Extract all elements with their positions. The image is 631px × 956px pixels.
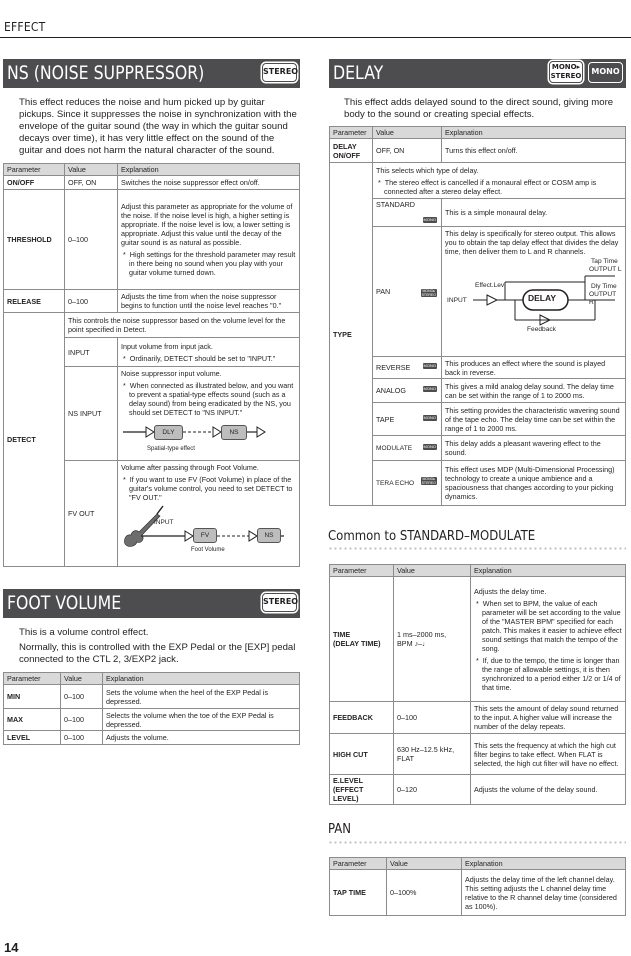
note: * High settings for the threshold parameter may result in there being no sound when you play with your guitar volume turned down. <box>123 250 296 277</box>
table-row <box>4 313 300 338</box>
note-text: When set to BPM, the value of each parameter will be set according to the value of the "MASTER BPM" specified for each patch. This makes it easier to achieve effect sound settings that match the tempo of the song. <box>482 598 622 653</box>
header-rule <box>0 37 631 38</box>
ns-box: NS <box>257 528 281 543</box>
delay-title-bar <box>329 59 626 88</box>
mono-tag: MONO <box>423 217 436 222</box>
table-row <box>330 775 626 805</box>
explanation-text: Adjust this parameter as appropriate for the volume of the noise. If the noise level is high, a higher setting is appropriate. If the noise level is low, a lower setting is appropriate. Adjust this value until the decay of the guitar sound is as natural as possible. <box>121 202 293 247</box>
common-table <box>329 564 626 805</box>
fv-table <box>3 672 300 745</box>
value-text: TAPE <box>376 414 395 424</box>
param-value: 0–100 <box>61 685 103 709</box>
param-explanation: This controls the noise suppressor based on the volume level for the point specified in Detect. <box>65 313 300 338</box>
ns-intro: This effect reduces the noise and hum picked up by guitar pickups. Since it suppresses the noise in synchronization with the envelope of the guitar sound (the way in which the guitar sound decays over time), it has very little effect on the sound of the guitar and does not harm the natural character of the sound. <box>19 97 297 157</box>
tag-line: MONO▸ <box>422 289 436 293</box>
param-explanation: This gives a mild analog delay sound. The delay time can be set within the range of 1 to 2000 ms. <box>442 379 626 403</box>
param-explanation: Selects the volume when the toe of the EXP Pedal is depressed. <box>103 709 300 731</box>
ns-title-bar <box>3 59 300 88</box>
section-header: EFFECT <box>4 20 46 34</box>
param-value: 0–100 <box>61 731 103 745</box>
column-header: Explanation <box>118 164 300 176</box>
note-text: The stereo effect is cancelled if a monaural effect or COSM amp is connected after a stereo delay effect. <box>384 177 597 196</box>
param-value: NS INPUT <box>65 367 118 461</box>
diagram-delay: DELAY <box>528 293 557 303</box>
param-value: 0–100% <box>387 870 462 916</box>
param-explanation: This is a simple monaural delay. <box>442 199 626 227</box>
table-row <box>4 290 300 313</box>
param-value: OFF, ON <box>65 176 118 190</box>
diagram-input: INPUT <box>447 297 467 304</box>
fv-intro-1: This is a volume control effect. <box>19 627 149 638</box>
table-row <box>4 709 300 731</box>
stereo-badge: STEREO <box>262 63 297 82</box>
stereo-badge: STEREO <box>262 593 297 612</box>
value-line: 1 ms–2000 ms, <box>397 630 447 639</box>
note: * When connected as illustrated below, and you want to prevent a spatial-type effects sound (such as a delay sound) from being eradicated by the NS, you should set DETECT to "NS INPUT." <box>123 381 294 417</box>
fv-title-bar <box>3 589 300 618</box>
param-explanation: This setting provides the characteristic wavering sound of the tape echo. The delay time can be set within the range of 1 to 2000 ms. <box>442 403 626 436</box>
mono-stereo-tag <box>421 477 437 485</box>
dotted-rule <box>328 841 626 844</box>
table-header-row <box>4 164 300 176</box>
param-name <box>330 577 394 702</box>
value-text: TERA ECHO <box>376 479 415 487</box>
param-value <box>373 461 442 506</box>
explanation-text: Volume after passing through Foot Volume. <box>121 463 259 472</box>
param-explanation: Sets the volume when the heel of the EXP Pedal is depressed. <box>103 685 300 709</box>
table-row <box>4 176 300 190</box>
note: * If you want to use FV (Foot Volume) in place of the guitar's volume control, you need to set DETECT to "FV OUT." <box>123 475 293 502</box>
diagram-output-r: OUTPUT R <box>589 291 616 306</box>
explanation-text: This delay is specifically for stereo output. This allows you to obtain the tap delay effect that divides the delay time, then deliver them to L and R channels. <box>445 229 619 256</box>
value-text: REVERSE <box>376 363 411 372</box>
param-name: DELAY ON/OFF <box>330 139 373 163</box>
param-explanation: Turns this effect on/off. <box>442 139 626 163</box>
column-header: Explanation <box>462 858 626 870</box>
param-value <box>373 436 442 461</box>
pan-subtitle: PAN <box>328 822 351 837</box>
signal-arrows <box>121 419 281 449</box>
param-explanation <box>373 163 626 199</box>
ns-title: NS (NOISE SUPPRESSOR) <box>7 62 205 84</box>
param-line: (DELAY TIME) <box>333 639 381 648</box>
note-text: If you want to use FV (Foot Volume) in place of the guitar's volume control, you need to set DETECT to "FV OUT." <box>129 475 293 502</box>
ns-input-diagram <box>121 417 296 455</box>
table-row <box>330 163 626 199</box>
param-explanation <box>442 227 626 357</box>
fv-title: FOOT VOLUME <box>7 592 122 614</box>
table-row <box>330 702 626 734</box>
param-explanation: This effect uses MDP (Multi-Dimensional Processing) technology to create a unique ambience and a spaciousness that changes according to your picking dynamics. <box>442 461 626 506</box>
mono-stereo-tag <box>421 289 437 297</box>
param-explanation: This sets the amount of delay sound returned to the input. A higher value will increase the number of the delay repeats. <box>471 702 626 734</box>
param-line: TIME <box>333 630 351 639</box>
delay-table <box>329 126 626 506</box>
tag-line: MONO▸ <box>422 477 436 481</box>
table-row <box>330 403 626 436</box>
explanation-text: Input volume from input jack. <box>121 341 213 351</box>
mono-badge: MONO <box>588 62 623 83</box>
param-value: OFF, ON <box>373 139 442 163</box>
param-explanation: Adjusts the delay time of the left channel delay. This setting adjusts the L channel delay time relative to the R channel delay time (considered as 100%). <box>462 870 626 916</box>
param-value <box>373 199 442 227</box>
param-explanation: This sets the frequency at which the high cut filter begins to take effect. When FLAT is selected, the high cut filter will have no effect. <box>471 734 626 775</box>
param-name: DETECT <box>4 313 65 567</box>
param-explanation <box>118 367 300 461</box>
table-row <box>330 870 626 916</box>
page-number: 14 <box>4 940 19 955</box>
column-header: Value <box>387 858 462 870</box>
param-name: MIN <box>4 685 61 709</box>
column-header: Parameter <box>330 565 394 577</box>
param-value: FV OUT <box>65 461 118 567</box>
table-row <box>330 357 626 379</box>
table-row <box>330 139 626 163</box>
param-value: 0–100 <box>394 702 471 734</box>
common-subtitle: Common to STANDARD–MODULATE <box>328 529 536 544</box>
value-text: STANDARD <box>376 200 416 209</box>
table-row <box>330 379 626 403</box>
note: * If, due to the tempo, the time is longer than the range of allowable settings, it is then synchronized to a period either 1/2 or 1/4 of that time. <box>476 655 621 692</box>
mono-tag: MONO <box>423 415 436 420</box>
column-header: Parameter <box>4 673 61 685</box>
param-value <box>394 577 471 702</box>
explanation-text: Adjusts the delay time. <box>474 586 547 596</box>
column-header: Value <box>373 127 442 139</box>
table-header-row <box>330 565 626 577</box>
value-text: MODULATE <box>376 444 413 452</box>
column-header: Parameter <box>4 164 65 176</box>
param-value: 0–100 <box>65 190 118 290</box>
delay-intro: This effect adds delayed sound to the direct sound, giving more body to the sound or creating special effects. <box>344 97 614 121</box>
note: * The stereo effect is cancelled if a monaural effect or COSM amp is connected after a stereo delay effect. <box>378 177 597 196</box>
diagram-caption: Foot Volume <box>191 547 225 553</box>
dotted-rule <box>328 547 626 550</box>
param-value: 0–100 <box>65 290 118 313</box>
param-value <box>373 379 442 403</box>
note-text: If, due to the tempo, the time is longer than the range of allowable settings, it is then synchronized to a period either 1/2 or 1/4 of that time. <box>482 655 621 692</box>
note: * When set to BPM, the value of each parameter will be set according to the value of the "MASTER BPM" specified for each patch. This makes it easier to achieve effect sound settings that match the tempo of the song. <box>476 598 622 653</box>
table-row <box>330 577 626 702</box>
param-explanation <box>471 577 626 702</box>
tag-line: STEREO <box>421 293 436 297</box>
pan-table <box>329 857 626 916</box>
table-row <box>4 190 300 290</box>
column-header: Parameter <box>330 127 373 139</box>
mono-tag: MONO <box>423 363 436 368</box>
table-row <box>4 731 300 745</box>
param-value: 0–100 <box>61 709 103 731</box>
table-header-row <box>330 127 626 139</box>
badge-line: MONO▸ <box>551 63 581 71</box>
table-row <box>330 461 626 506</box>
param-explanation <box>118 190 300 290</box>
diagram-caption: Spatial-type effect <box>147 446 195 452</box>
param-name: TYPE <box>330 163 373 506</box>
param-value <box>373 357 442 379</box>
param-value: INPUT <box>65 338 118 367</box>
mono-tag: MONO <box>423 444 436 449</box>
diagram-dly-time: Dly Time <box>591 283 617 290</box>
table-row <box>330 199 626 227</box>
table-row <box>4 685 300 709</box>
param-name: RELEASE <box>4 290 65 313</box>
param-value <box>394 734 471 775</box>
table-row <box>330 436 626 461</box>
table-header-row <box>330 858 626 870</box>
ns-box: NS <box>221 425 247 440</box>
param-name: THRESHOLD <box>4 190 65 290</box>
value-line: 630 Hz–12.5 kHz, <box>397 745 455 754</box>
badge-line: STEREO <box>550 72 582 80</box>
diagram-tap-time: Tap Time <box>591 258 618 265</box>
delay-title: DELAY <box>333 62 384 84</box>
param-explanation: Adjusts the time from when the noise suppressor begins to function until the noise level reaches "0." <box>118 290 300 313</box>
input-label: INPUT <box>154 519 174 526</box>
diagram-output-l: OUTPUT L <box>589 266 622 273</box>
explanation-text: Noise suppressor input volume. <box>121 369 222 378</box>
param-name: FEEDBACK <box>330 702 394 734</box>
column-header: Value <box>61 673 103 685</box>
fv-intro-2: Normally, this is controlled with the EXP Pedal or the [EXP] pedal connected to the CTL 2, 3/EXP2 jack. <box>19 642 296 666</box>
ns-table <box>3 163 300 567</box>
param-value: 0–120 <box>394 775 471 805</box>
param-name: TAP TIME <box>330 870 387 916</box>
param-explanation: This produces an effect where the sound is played back in reverse. <box>442 357 626 379</box>
note-text: When connected as illustrated below, and you want to prevent a spatial-type effects sound (such as a delay sound) from being eradicated by the NS, you should set DETECT to "NS INPUT." <box>129 381 294 417</box>
column-header: Explanation <box>442 127 626 139</box>
param-name <box>330 775 394 805</box>
param-explanation: This delay adds a pleasant wavering effect to the sound. <box>442 436 626 461</box>
table-header-row <box>4 673 300 685</box>
note-text: Ordinarily, DETECT should be set to "INPUT." <box>129 353 276 363</box>
param-value <box>373 227 442 357</box>
column-header: Value <box>65 164 118 176</box>
explanation-text: This selects which type of delay. <box>376 165 479 175</box>
table-row <box>330 227 626 357</box>
param-line: E.LEVEL <box>333 776 363 785</box>
param-explanation: Switches the noise suppressor effect on/off. <box>118 176 300 190</box>
param-name: HIGH CUT <box>330 734 394 775</box>
param-explanation <box>118 461 300 567</box>
value-text: ANALOG <box>376 386 406 395</box>
param-name: ON/OFF <box>4 176 65 190</box>
column-header: Explanation <box>471 565 626 577</box>
column-header: Parameter <box>330 858 387 870</box>
param-explanation <box>118 338 300 367</box>
column-header: Explanation <box>103 673 300 685</box>
value-line: FLAT <box>397 754 415 763</box>
column-header: Value <box>394 565 471 577</box>
param-name: LEVEL <box>4 731 61 745</box>
fv-box: FV <box>193 528 217 543</box>
note: * Ordinarily, DETECT should be set to "INPUT." <box>123 353 276 363</box>
param-explanation: Adjusts the volume of the delay sound. <box>471 775 626 805</box>
param-value <box>373 403 442 436</box>
note-text: High settings for the threshold parameter may result in there being no sound when you play with your guitar volume turned down. <box>129 250 296 277</box>
mono-stereo-badge <box>549 61 583 83</box>
diagram-effect-lev: Effect.Lev <box>475 282 505 289</box>
param-explanation: Adjusts the volume. <box>103 731 300 745</box>
value-text: PAN <box>376 287 391 296</box>
value-line: BPM ♪–♩ <box>397 639 430 648</box>
pan-delay-diagram <box>445 256 622 342</box>
table-row <box>330 734 626 775</box>
diagram-feedback: Feedback <box>527 326 556 333</box>
mono-tag: MONO <box>423 386 436 391</box>
fv-out-diagram <box>121 502 296 552</box>
tag-line: STEREO <box>421 481 436 485</box>
param-line: (EFFECT LEVEL) <box>333 785 364 803</box>
param-name: MAX <box>4 709 61 731</box>
dly-box: DLY <box>154 425 183 440</box>
